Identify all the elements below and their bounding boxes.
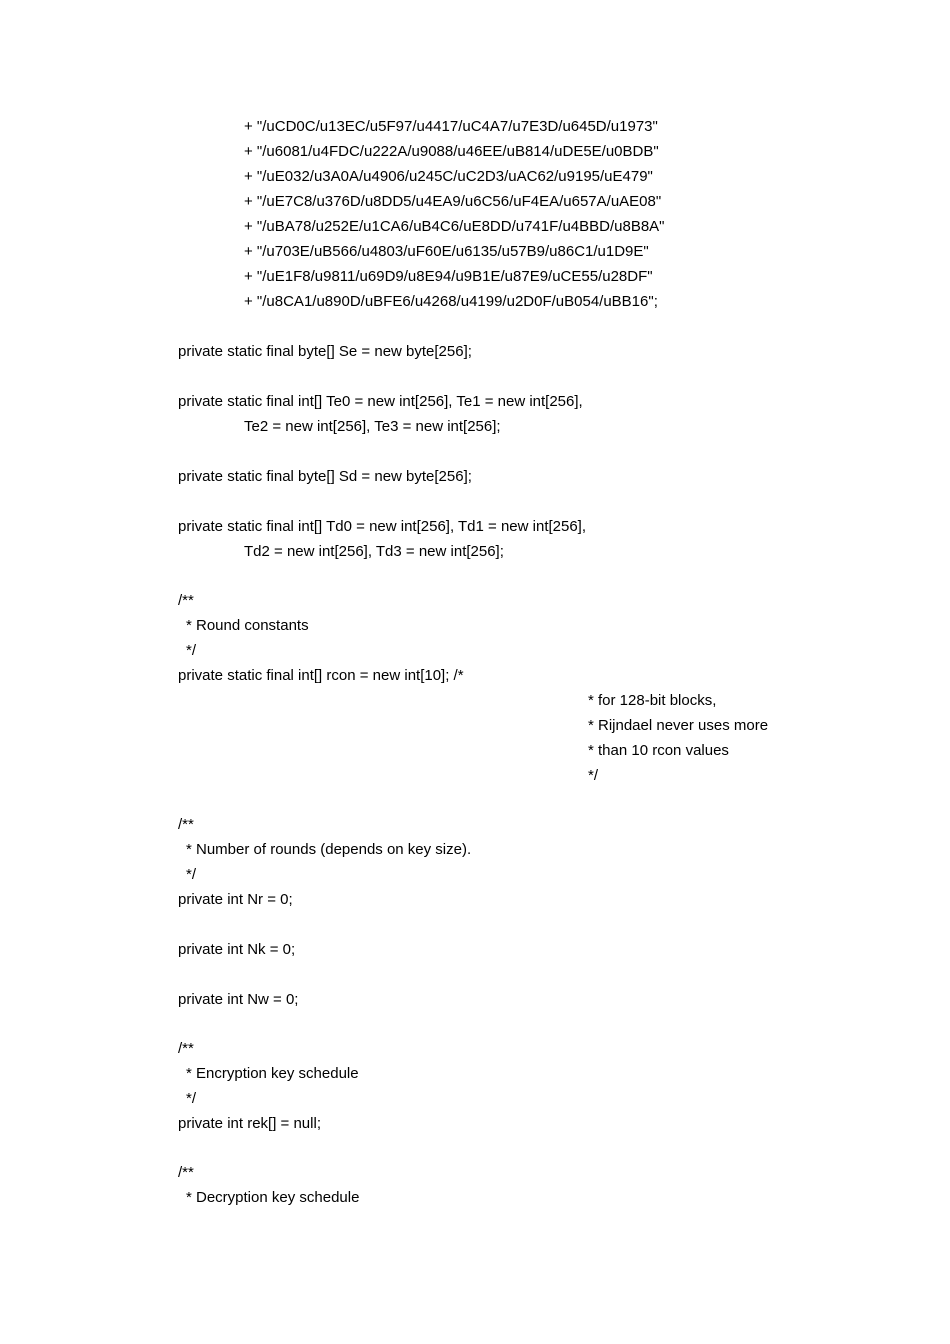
code-line: Td2 = new int[256], Td3 = new int[256];: [244, 543, 504, 560]
code-line: + "/u703E/uB566/u4803/uF60E/u6135/u57B9/u86C1/u1D9E": [244, 243, 649, 260]
code-line: private static final int[] rcon = new int[10]; /*: [178, 667, 464, 684]
comment-line: * Number of rounds (depends on key size).: [186, 841, 472, 858]
code-line: + "/uBA78/u252E/u1CA6/uB4C6/uE8DD/u741F/u4BBD/u8B8A": [244, 218, 665, 235]
comment-line: */: [186, 1090, 197, 1107]
comment-line: /**: [178, 1040, 194, 1057]
comment-line: * Encryption key schedule: [186, 1065, 359, 1082]
comment-line: */: [588, 767, 599, 784]
comment-line: /**: [178, 592, 194, 609]
comment-line: /**: [178, 1164, 194, 1181]
code-line: + "/uCD0C/u13EC/u5F97/u4417/uC4A7/u7E3D/u645D/u1973": [244, 118, 658, 135]
code-line: + "/uE1F8/u9811/u69D9/u8E94/u9B1E/u87E9/uCE55/u28DF": [244, 268, 653, 285]
code-line: private static final int[] Td0 = new int[256], Td1 = new int[256],: [178, 518, 587, 535]
comment-line: * Decryption key schedule: [186, 1189, 360, 1206]
code-line: private static final byte[] Sd = new byte[256];: [178, 468, 472, 485]
code-line: Te2 = new int[256], Te3 = new int[256];: [244, 418, 501, 435]
code-line: private static final int[] Te0 = new int[256], Te1 = new int[256],: [178, 393, 583, 410]
code-line: + "/u8CA1/u890D/uBFE6/u4268/u4199/u2D0F/uB054/uBB16";: [244, 293, 658, 310]
comment-line: * than 10 rcon values: [588, 742, 729, 759]
comment-line: * Rijndael never uses more: [588, 717, 769, 734]
code-line: private int rek[] = null;: [178, 1115, 321, 1132]
code-line: private static final byte[] Se = new byte[256];: [178, 343, 472, 360]
comment-line: * for 128-bit blocks,: [588, 692, 717, 709]
code-line: private int Nr = 0;: [178, 891, 293, 908]
comment-line: * Round constants: [186, 617, 309, 634]
code-line: private int Nk = 0;: [178, 941, 296, 958]
code-line: + "/uE7C8/u376D/u8DD5/u4EA9/u6C56/uF4EA/u657A/uAE08": [244, 193, 662, 210]
comment-line: /**: [178, 816, 194, 833]
comment-line: */: [186, 642, 197, 659]
comment-line: */: [186, 866, 197, 883]
code-line: + "/uE032/u3A0A/u4906/u245C/uC2D3/uAC62/u9195/uE479": [244, 168, 653, 185]
code-line: private int Nw = 0;: [178, 991, 299, 1008]
code-line: + "/u6081/u4FDC/u222A/u9088/u46EE/uB814/uDE5E/u0BDB": [244, 143, 659, 160]
